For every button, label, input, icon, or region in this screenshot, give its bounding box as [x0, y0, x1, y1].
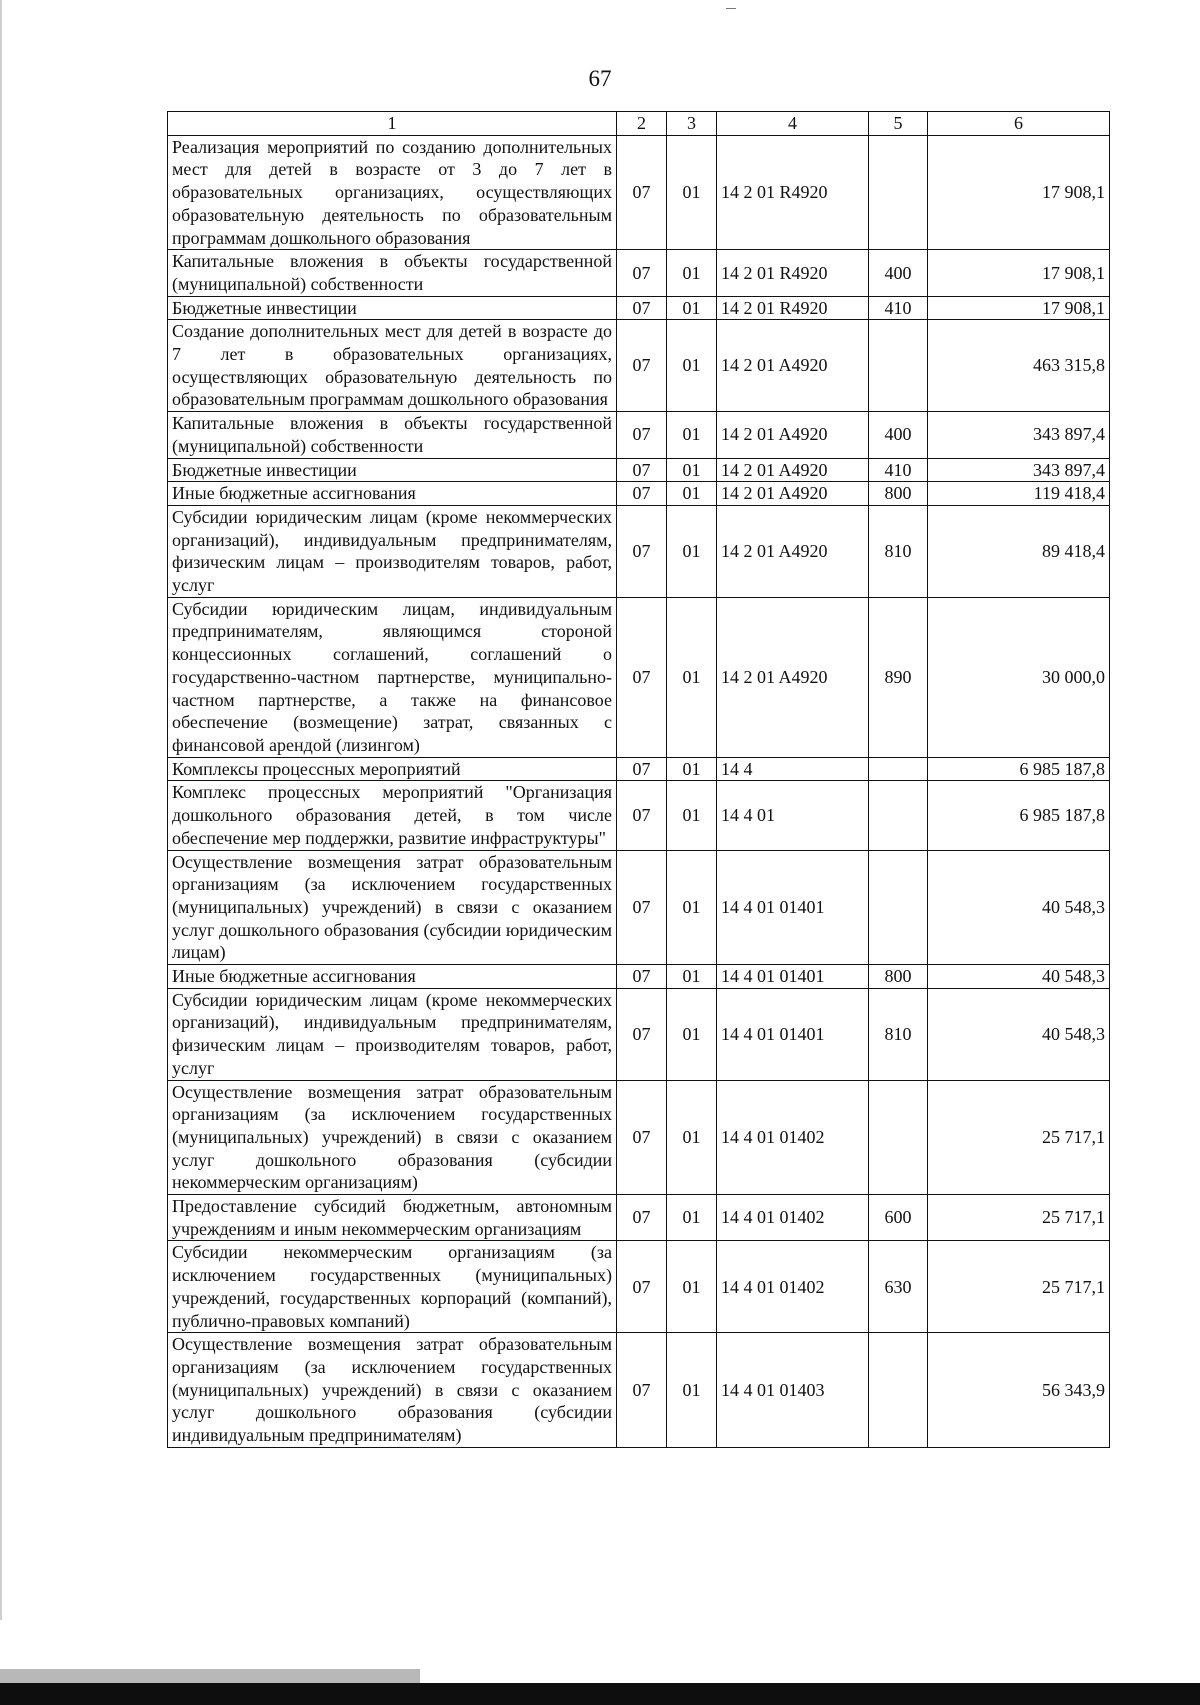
table-row	[168, 250, 1110, 296]
scan-bottom-shadow	[0, 1669, 420, 1683]
cell-subsection: 01	[667, 505, 717, 597]
cell-amount: 40 548,3	[928, 850, 1110, 965]
cell-expense-type: 890	[869, 597, 928, 757]
table-row	[168, 597, 1110, 757]
cell-expense-type: 630	[869, 1241, 928, 1333]
table-row	[168, 482, 1110, 506]
cell-name: Субсидии юридическим лицам (кроме некоммерческих организаций), индивидуальным предпринимателям, физическим лицам – производителям товаров, работ, услуг	[168, 505, 617, 597]
cell-name: Субсидии некоммерческим организациям (за исключением государственных (муниципальных) учреждений, государственных корпораций (компаний), публично-правовых компаний)	[168, 1241, 617, 1333]
cell-name: Капитальные вложения в объекты государственной (муниципальной) собственности	[168, 412, 617, 458]
cell-section: 07	[617, 458, 667, 482]
cell-name: Субсидии юридическим лицам, индивидуальным предпринимателям, являющимся стороной концессионных соглашений, соглашений о государственно-частном партнерстве, муниципально-частном партнерстве, а также на финансовое обеспечение (возмещение) затрат, связанных с финансовой арендой (лизингом)	[168, 597, 617, 757]
cell-name: Создание дополнительных мест для детей в возрасте до 7 лет в образовательных организациях, осуществляющих образовательную деятельность по образовательным программам дошкольного образования	[168, 320, 617, 412]
cell-subsection: 01	[667, 1333, 717, 1448]
cell-amount: 89 418,4	[928, 505, 1110, 597]
cell-name: Осуществление возмещения затрат образовательным организациям (за исключением государственных (муниципальных) учреждений) в связи с оказанием услуг дошкольного образования (субсидии некоммерческим организациям)	[168, 1080, 617, 1195]
cell-article: 14 4 01	[717, 781, 869, 850]
table-row	[168, 458, 1110, 482]
table-row	[168, 412, 1110, 458]
table-row	[168, 1241, 1110, 1333]
cell-article: 14 4 01 01403	[717, 1333, 869, 1448]
cell-name: Субсидии юридическим лицам (кроме некоммерческих организаций), индивидуальным предпринимателям, физическим лицам – производителям товаров, работ, услуг	[168, 988, 617, 1080]
cell-name: Комплексы процессных мероприятий	[168, 757, 617, 781]
cell-expense-type	[869, 757, 928, 781]
cell-section: 07	[617, 597, 667, 757]
cell-amount: 25 717,1	[928, 1195, 1110, 1241]
cell-section: 07	[617, 965, 667, 989]
cell-section: 07	[617, 412, 667, 458]
cell-article: 14 4 01 01401	[717, 965, 869, 989]
cell-expense-type: 810	[869, 505, 928, 597]
cell-amount: 56 343,9	[928, 1333, 1110, 1448]
cell-subsection: 01	[667, 850, 717, 965]
table-row	[168, 988, 1110, 1080]
cell-name: Осуществление возмещения затрат образовательным организациям (за исключением государственных (муниципальных) учреждений) в связи с оказанием услуг дошкольного образования (субсидии индивидуальным предпринимателям)	[168, 1333, 617, 1448]
cell-article: 14 2 01 A4920	[717, 320, 869, 412]
cell-expense-type: 810	[869, 988, 928, 1080]
cell-article: 14 2 01 R4920	[717, 250, 869, 296]
cell-article: 14 4 01 01402	[717, 1241, 869, 1333]
cell-article: 14 4 01 01402	[717, 1195, 869, 1241]
cell-subsection: 01	[667, 250, 717, 296]
cell-subsection: 01	[667, 965, 717, 989]
cell-section: 07	[617, 1333, 667, 1448]
cell-article: 14 2 01 R4920	[717, 135, 869, 250]
cell-amount: 40 548,3	[928, 988, 1110, 1080]
cell-expense-type	[869, 850, 928, 965]
cell-article: 14 4 01 01402	[717, 1080, 869, 1195]
cell-name: Иные бюджетные ассигнования	[168, 965, 617, 989]
table-row	[168, 1333, 1110, 1448]
cell-article: 14 4	[717, 757, 869, 781]
cell-expense-type: 800	[869, 965, 928, 989]
cell-article: 14 2 01 A4920	[717, 482, 869, 506]
cell-amount: 17 908,1	[928, 135, 1110, 250]
cell-name: Осуществление возмещения затрат образовательным организациям (за исключением государственных (муниципальных) учреждений) в связи с оказанием услуг дошкольного образования (субсидии юридическим лицам)	[168, 850, 617, 965]
cell-subsection: 01	[667, 1080, 717, 1195]
cell-subsection: 01	[667, 458, 717, 482]
cell-subsection: 01	[667, 757, 717, 781]
cell-amount: 463 315,8	[928, 320, 1110, 412]
header-col-1: 1	[168, 112, 617, 136]
table-row	[168, 965, 1110, 989]
cell-amount: 40 548,3	[928, 965, 1110, 989]
cell-section: 07	[617, 757, 667, 781]
cell-expense-type	[869, 1333, 928, 1448]
cell-amount: 30 000,0	[928, 597, 1110, 757]
cell-amount: 119 418,4	[928, 482, 1110, 506]
table-row	[168, 781, 1110, 850]
table-row	[168, 1080, 1110, 1195]
cell-expense-type	[869, 320, 928, 412]
cell-amount: 17 908,1	[928, 296, 1110, 320]
cell-name: Предоставление субсидий бюджетным, автономным учреждениям и иным некоммерческим организациям	[168, 1195, 617, 1241]
cell-subsection: 01	[667, 1195, 717, 1241]
cell-name: Комплекс процессных мероприятий "Организация дошкольного образования детей, в том числе обеспечение мер поддержки, развитие инфраструктуры"	[168, 781, 617, 850]
cell-article: 14 2 01 A4920	[717, 412, 869, 458]
cell-section: 07	[617, 135, 667, 250]
cell-subsection: 01	[667, 135, 717, 250]
cell-article: 14 2 01 A4920	[717, 597, 869, 757]
cell-expense-type	[869, 135, 928, 250]
cell-amount: 25 717,1	[928, 1080, 1110, 1195]
cell-article: 14 2 01 A4920	[717, 505, 869, 597]
table-row	[168, 1195, 1110, 1241]
cell-section: 07	[617, 320, 667, 412]
cell-subsection: 01	[667, 1241, 717, 1333]
cell-subsection: 01	[667, 597, 717, 757]
cell-article: 14 4 01 01401	[717, 988, 869, 1080]
cell-expense-type: 410	[869, 296, 928, 320]
header-col-4: 4	[717, 112, 869, 136]
cell-article: 14 4 01 01401	[717, 850, 869, 965]
header-col-5: 5	[869, 112, 928, 136]
table-row	[168, 135, 1110, 250]
header-col-2: 2	[617, 112, 667, 136]
cell-name: Иные бюджетные ассигнования	[168, 482, 617, 506]
cell-section: 07	[617, 1080, 667, 1195]
cell-amount: 343 897,4	[928, 412, 1110, 458]
budget-table	[167, 111, 1110, 1448]
table-row	[168, 757, 1110, 781]
cell-expense-type	[869, 1080, 928, 1195]
cell-expense-type: 400	[869, 412, 928, 458]
cell-subsection: 01	[667, 320, 717, 412]
cell-subsection: 01	[667, 412, 717, 458]
cell-amount: 343 897,4	[928, 458, 1110, 482]
cell-name: Реализация мероприятий по созданию дополнительных мест для детей в возрасте от 3 до 7 лет в образовательных организациях, осуществляющих образовательную деятельность по образовательным программам дошкольного образования	[168, 135, 617, 250]
cell-expense-type: 410	[869, 458, 928, 482]
table-row	[168, 320, 1110, 412]
cell-article: 14 2 01 A4920	[717, 458, 869, 482]
cell-section: 07	[617, 505, 667, 597]
cell-section: 07	[617, 781, 667, 850]
cell-section: 07	[617, 296, 667, 320]
cell-name: Капитальные вложения в объекты государственной (муниципальной) собственности	[168, 250, 617, 296]
table-row	[168, 505, 1110, 597]
page-number: 67	[588, 66, 612, 91]
table-row	[168, 296, 1110, 320]
cell-amount: 25 717,1	[928, 1241, 1110, 1333]
cell-amount: 6 985 187,8	[928, 757, 1110, 781]
scan-mark	[726, 8, 736, 9]
cell-subsection: 01	[667, 482, 717, 506]
cell-section: 07	[617, 1195, 667, 1241]
cell-section: 07	[617, 988, 667, 1080]
header-row	[168, 112, 1110, 136]
scan-bottom-band	[0, 1683, 1200, 1705]
cell-article: 14 2 01 R4920	[717, 296, 869, 320]
cell-subsection: 01	[667, 988, 717, 1080]
cell-name: Бюджетные инвестиции	[168, 296, 617, 320]
cell-section: 07	[617, 1241, 667, 1333]
cell-subsection: 01	[667, 781, 717, 850]
cell-section: 07	[617, 250, 667, 296]
cell-amount: 6 985 187,8	[928, 781, 1110, 850]
cell-expense-type	[869, 781, 928, 850]
cell-subsection: 01	[667, 296, 717, 320]
table-row	[168, 850, 1110, 965]
table-body	[168, 112, 1110, 1448]
scan-left-edge	[0, 0, 2, 1620]
cell-amount: 17 908,1	[928, 250, 1110, 296]
cell-expense-type: 800	[869, 482, 928, 506]
header-col-3: 3	[667, 112, 717, 136]
header-col-6: 6	[928, 112, 1110, 136]
cell-expense-type: 400	[869, 250, 928, 296]
cell-name: Бюджетные инвестиции	[168, 458, 617, 482]
cell-section: 07	[617, 850, 667, 965]
cell-section: 07	[617, 482, 667, 506]
cell-expense-type: 600	[869, 1195, 928, 1241]
